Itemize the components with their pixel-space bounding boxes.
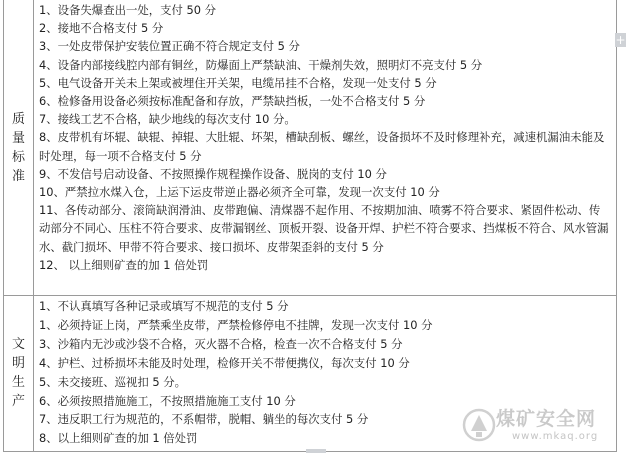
rule-item: 10、严禁拉水煤入仓，上运下运皮带逆止器必须齐全可靠，发现一次支付 10 分 (39, 185, 440, 200)
site-watermark (458, 400, 618, 452)
category-char: 质 (11, 111, 25, 127)
rule-item: 8、皮带机有坏辊、缺辊、掉辊、大肚辊、坏架，槽缺刮板、螺丝，设备损坏不及时修理补充，减速机漏油未能及时处理，每一项不合格支付 5 分 (39, 130, 605, 163)
category-char: 生 (11, 375, 25, 390)
rule-item: 8、以上细则矿查的加 1 倍处罚 (39, 431, 198, 446)
rule-item: 2、接地不合格支付 5 分 (39, 21, 164, 36)
quality-rules-list (39, 1, 610, 274)
rule-item: 3、沙箱内无沙或沙袋不合格，灭火器不合格，检查一次不合格支付 5 分 (39, 336, 403, 351)
category-char: 量 (11, 130, 25, 146)
rule-item: 1、必须持证上岗，严禁乘坐皮带，严禁检修停电不挂牌，发现一次支付 10 分 (39, 317, 433, 332)
category-char: 明 (11, 356, 25, 371)
rule-item: 11、各传动部分、滚筒缺润滑油、皮带跑偏、清煤器不起作用、不按期加油、喷雾不符合要求、紧固件松动、传动部分不同心、压柱不符合要求、皮带漏钢丝、顶板开裂、设备开焊、护栏不符合要求、挡煤板不符合、风水管漏水、截门损坏、甲带不符合要求、接口损坏、皮带架歪斜的支付 5 分 (39, 203, 609, 254)
watermark-logo-icon (462, 406, 496, 444)
rule-item: 4、护栏、过桥损坏未能及时处理，检修开关不带便携仪，每次支付 10 分 (39, 355, 410, 370)
quality-standard-section (4, 0, 616, 296)
rule-item: 9、不发信号启动设备、不按照操作规程操作设备、脱岗的支付 10 分 (39, 166, 387, 181)
expand-button[interactable]: + (615, 33, 626, 47)
rule-item: 6、检修备用设备必须按标准配备和存放，严禁缺挡板，一处不合格支付 5 分 (39, 94, 426, 109)
rule-item: 1、设备失爆查出一处，支付 50 分 (39, 3, 217, 17)
category-char: 文 (11, 337, 25, 352)
rule-item: 5、电气设备开关未上架或被埋住开关架，电缆吊挂不合格，发现一处支付 5 分 (39, 75, 437, 90)
rule-item: 1、不认真填写各种记录或填写不规范的支付 5 分 (39, 299, 289, 313)
category-char: 准 (11, 168, 25, 184)
rules-table (3, 0, 617, 452)
category-char: 标 (11, 149, 25, 165)
rule-item: 7、违反职工行为规范的，不系帽带，脱帽、躺坐的每次支付 5 分 (39, 412, 369, 427)
rule-item: 6、必须按照措施施工，不按照措施施工支付 10 分 (39, 393, 296, 408)
category-char: 产 (11, 394, 25, 409)
rule-item: 3、一处皮带保护安装位置正确不符合规定支付 5 分 (39, 39, 300, 54)
watermark-name: 煤矿安全网 (496, 408, 597, 430)
civilized-production-category (4, 295, 34, 451)
rule-item: 7、接线工艺不合格，缺少地线的每次支付 10 分。 (39, 112, 296, 127)
rule-item: 4、设备内部接线腔内部有铜丝，防爆面上严禁缺油、干燥剂失效，照明灯不亮支付 5 分 (39, 57, 483, 72)
rule-item: 12、 以上细则矿查的加 1 倍处罚 (39, 257, 209, 272)
watermark-url: www.mkaq.org (512, 431, 599, 442)
quality-standard-category (4, 0, 34, 295)
scroll-handle[interactable] (306, 449, 326, 453)
rule-item: 5、未交接班、巡视扣 5 分。 (39, 374, 187, 389)
